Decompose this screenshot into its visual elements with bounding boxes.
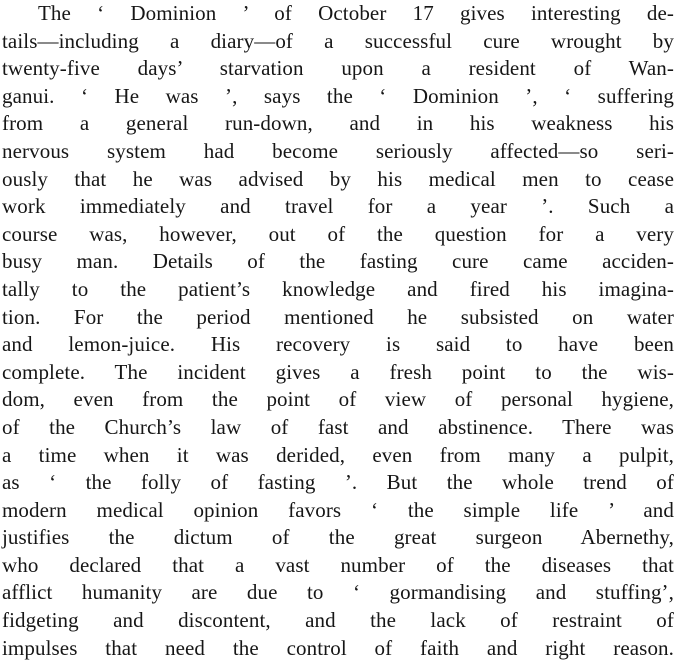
text-line: fidgeting and discontent, and the lack of restraint of (2, 608, 674, 633)
text-line: complete. The incident gives a fresh point to the wis- (2, 359, 674, 384)
text-line: impulses that need the control of faith and right reason. (2, 635, 674, 660)
text-line: tally to the patient’s knowledge and fired his imagina- (2, 276, 674, 301)
text-line: of the Church’s law of fast and abstinence. There was (2, 414, 674, 439)
text-line: as ‘ the folly of fasting ’. But the whole trend of (2, 470, 674, 495)
text-line: and lemon-juice. His recovery is said to have been (2, 332, 674, 357)
text-line: modern medical opinion favors ‘ the simple life ’ and (2, 497, 674, 522)
text-line: The ‘ Dominion ’ of October 17 gives interesting de- (38, 1, 674, 25)
text-line: justifies the dictum of the great surgeon Abernethy, (2, 525, 674, 550)
text-line: tion. For the period mentioned he subsisted on water (2, 304, 674, 329)
text-line: a time when it was derided, even from many a pulpit, (2, 442, 674, 467)
text-line: ganui. ‘ He was ’, says the ‘ Dominion ’, ‘ suffering (2, 83, 674, 108)
text-line: course was, however, out of the question for a very (2, 221, 674, 246)
text-line: tails—including a diary—of a successful cure wrought by (2, 28, 674, 53)
text-line: ously that he was advised by his medical men to cease (2, 166, 674, 191)
text-line: afflict humanity are due to ‘ gormandising and stuffing’, (2, 580, 674, 605)
text-line: dom, even from the point of view of personal hygiene, (2, 387, 674, 412)
text-line: nervous system had become seriously affected—so seri- (2, 138, 674, 163)
text-line: work immediately and travel for a year ’. Such a (2, 194, 674, 219)
text-line: twenty-five days’ starvation upon a resident of Wan- (2, 56, 674, 81)
article-text (2, 0, 674, 662)
text-line: busy man. Details of the fasting cure came acciden- (2, 249, 674, 274)
text-line: who declared that a vast number of the diseases that (2, 552, 674, 577)
text-line: from a general run-down, and in his weakness his (2, 111, 674, 136)
